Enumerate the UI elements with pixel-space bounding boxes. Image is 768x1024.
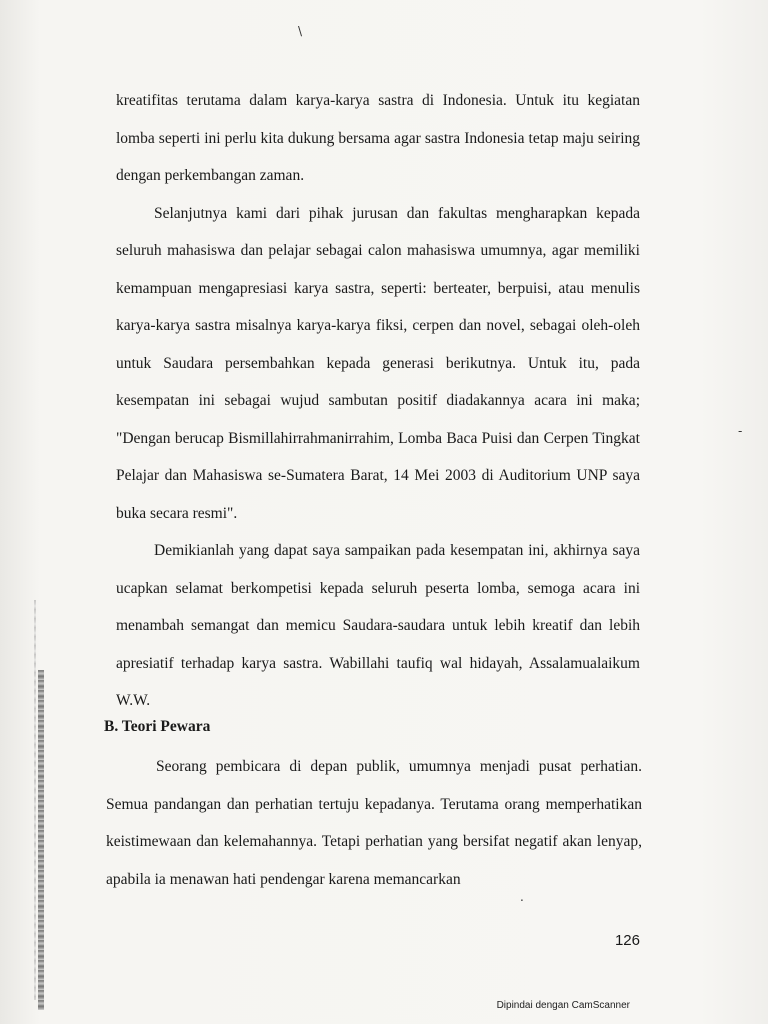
scanner-watermark: Dipindai dengan CamScanner (496, 1000, 630, 1011)
scan-edge-artifact (38, 670, 44, 1010)
scan-edge-shadow (34, 600, 36, 1000)
scan-speck: . (520, 890, 524, 904)
paragraph: Seorang pembicara di depan publik, umumnya menjadi pusat perhatian. Semua pandangan dan perhatian tertuju kepadanya. Terutama orang memperhatikan keistimewaan dan kelemahannya. Tetapi perhatian yang bersifat negatif akan lenyap, apabila ia menawan hati pendengar karena memancarkan (106, 758, 642, 888)
document-body (116, 82, 640, 720)
section-body (106, 748, 642, 898)
page-number: 126 (614, 932, 640, 949)
paragraph: Demikianlah yang dapat saya sampaikan pada kesempatan ini, akhirnya saya ucapkan selamat berkompetisi kepada seluruh peserta lomba, semoga acara ini menambah semangat dan memicu Saudara-saudara untuk lebih kreatif dan lebih apresiatif terhadap karya sastra. Wabillahi taufiq wal hidayah, Assalamualaikum W.W. (116, 542, 640, 709)
paragraph-continuation: kreatifitas terutama dalam karya-karya sastra di Indonesia. Untuk itu kegiatan lomba seperti ini perlu kita dukung bersama agar sastra Indonesia tetap maju seiring dengan perkembangan zaman. (116, 92, 640, 184)
scan-speck: - (738, 424, 743, 438)
paragraph: Selanjutnya kami dari pihak jurusan dan fakultas mengharapkan kepada seluruh mahasiswa dan pelajar sebagai calon mahasiswa umumnya, agar memiliki kemampuan mengapresiasi karya sastra, seperti: berteater, berpuisi, atau menulis karya-karya sastra misalnya karya-karya fiksi, cerpen dan novel, sebagai oleh-oleh untuk Saudara persembahkan kepada generasi berikutnya. Untuk itu, pada kesempatan ini sebagai wujud sambutan positif diadakannya acara ini maka; "Dengan berucap Bismillahirrahmanirrahim, Lomba Baca Puisi dan Cerpen Tingkat Pelajar dan Mahasiswa se-Sumatera Barat, 14 Mei 2003 di Auditorium UNP saya buka secara resmi". (116, 204, 640, 522)
scan-speck: \ (298, 24, 303, 38)
section-heading: B. Teori Pewara (104, 718, 211, 735)
